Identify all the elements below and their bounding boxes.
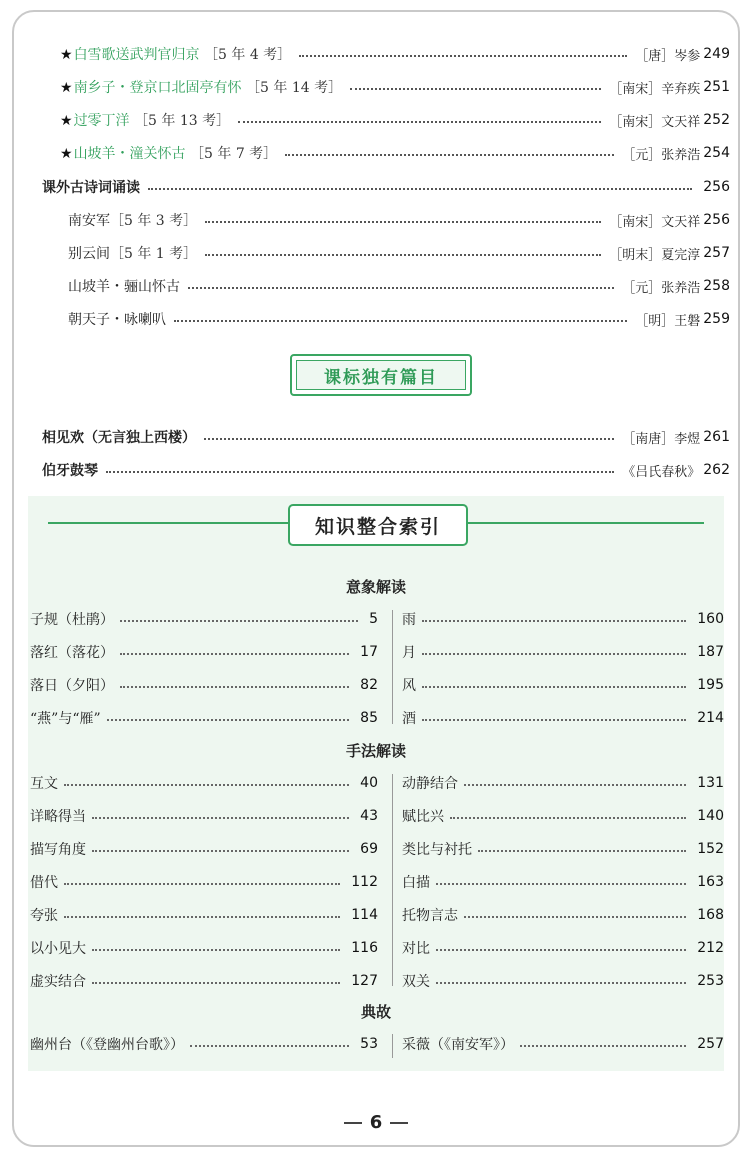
leader-dots	[174, 320, 627, 322]
index-term: 动静结合	[402, 776, 458, 792]
index-page: 140	[697, 808, 724, 824]
leader-dots	[436, 982, 686, 984]
index-page: 53	[360, 1036, 378, 1052]
star-icon: ★	[60, 146, 73, 162]
index-term: “燕”与“雁”	[30, 711, 101, 727]
toc-author: ［南唐］李煜	[622, 431, 701, 447]
leader-dots	[120, 653, 349, 655]
index-page: 82	[360, 677, 378, 693]
toc-title: 别云间［5 年 1 考］	[68, 246, 198, 262]
index-page: 17	[360, 644, 378, 660]
index-page: 163	[697, 874, 724, 890]
leader-dots	[436, 883, 686, 885]
index-term: 以小见大	[30, 941, 86, 957]
index-entry[interactable]	[30, 871, 378, 893]
leader-dots	[92, 850, 349, 852]
index-term: 借代	[30, 875, 58, 891]
index-term: 幽州台（《登幽州台歌》）	[30, 1037, 184, 1053]
divider	[464, 522, 704, 524]
divider	[48, 522, 288, 524]
toc-title: ★南乡子・登京口北固亭有怀 ［5 年 14 考］	[60, 80, 343, 96]
knowledge-banner: 知识整合索引	[288, 504, 468, 546]
toc-row[interactable]	[68, 208, 730, 232]
star-icon: ★	[60, 113, 73, 129]
section-heading-extracurricular[interactable]	[42, 175, 730, 199]
index-entry[interactable]	[30, 608, 378, 630]
index-page: 43	[360, 808, 378, 824]
index-page: 114	[351, 907, 378, 923]
column-separator	[392, 1034, 393, 1058]
page-footer	[14, 1112, 738, 1133]
toc-page: 262	[703, 462, 730, 478]
leader-dots	[436, 949, 686, 951]
leader-dots	[422, 686, 686, 688]
index-term: 描写角度	[30, 842, 86, 858]
index-page: 127	[351, 973, 378, 989]
index-page: 131	[697, 775, 724, 791]
toc-title: ★山坡羊・潼关怀古 ［5 年 7 考］	[60, 146, 278, 162]
leader-dots	[238, 121, 601, 123]
dash-left	[344, 1122, 362, 1124]
index-page: 253	[697, 973, 724, 989]
index-term: 月	[402, 645, 416, 661]
toc-title: 朝天子・咏喇叭	[68, 312, 166, 328]
leader-dots	[350, 88, 601, 90]
index-entry[interactable]	[402, 641, 724, 663]
toc-author: ［明末］夏完淳	[609, 247, 701, 263]
leader-dots	[64, 883, 340, 885]
index-page: 257	[697, 1036, 724, 1052]
index-page: 85	[360, 710, 378, 726]
leader-dots	[520, 1045, 686, 1047]
index-term: 风	[402, 678, 416, 694]
toc-row[interactable]	[68, 307, 730, 331]
index-term: 详略得当	[30, 809, 86, 825]
leader-dots	[205, 254, 601, 256]
leader-dots	[464, 784, 686, 786]
leader-dots	[299, 55, 627, 57]
index-entry[interactable]	[402, 937, 724, 959]
column-separator	[392, 610, 393, 724]
index-page: 214	[697, 710, 724, 726]
page-number: 6	[369, 1112, 383, 1133]
index-entry[interactable]	[402, 674, 724, 696]
toc-row[interactable]	[60, 141, 730, 165]
toc-title: 南安军［5 年 3 考］	[68, 213, 198, 229]
index-entry[interactable]	[402, 904, 724, 926]
index-term: 落日（夕阳）	[30, 678, 114, 694]
index-entry[interactable]	[30, 937, 378, 959]
index-entry[interactable]	[402, 970, 724, 992]
toc-author: 《吕氏春秋》	[622, 464, 701, 480]
leader-dots	[422, 653, 686, 655]
toc-page: 259	[703, 311, 730, 327]
toc-page: 254	[703, 145, 730, 161]
toc-page: 251	[703, 79, 730, 95]
toc-author: ［唐］岑参	[635, 48, 701, 64]
banner-unique-works	[290, 354, 472, 396]
leader-dots	[205, 221, 601, 223]
toc-row[interactable]	[68, 241, 730, 265]
leader-dots	[464, 916, 686, 918]
page	[12, 10, 740, 1147]
leader-dots	[106, 471, 614, 473]
index-page: 5	[369, 611, 378, 627]
index-term: 夸张	[30, 908, 58, 924]
index-entry[interactable]	[30, 805, 378, 827]
leader-dots	[64, 916, 340, 918]
leader-dots	[478, 850, 686, 852]
knowledge-index-panel	[28, 496, 724, 1071]
index-entry[interactable]	[402, 608, 724, 630]
index-entry[interactable]	[30, 970, 378, 992]
index-term: 落红（落花）	[30, 645, 114, 661]
index-page: 160	[697, 611, 724, 627]
leader-dots	[92, 817, 349, 819]
index-term: 子规（杜鹃）	[30, 612, 114, 628]
leader-dots	[422, 620, 686, 622]
section-page: 256	[703, 179, 730, 195]
index-page: 187	[697, 644, 724, 660]
leader-dots	[92, 949, 340, 951]
index-term: 托物言志	[402, 908, 458, 924]
leader-dots	[188, 287, 614, 289]
index-term: 虚实结合	[30, 974, 86, 990]
index-term: 双关	[402, 974, 430, 990]
index-entry[interactable]	[30, 904, 378, 926]
index-entry[interactable]	[30, 1033, 378, 1055]
index-page: 116	[351, 940, 378, 956]
subheading-technique: 手法解读	[345, 742, 406, 760]
toc-title: ★白雪歌送武判官归京 ［5 年 4 考］	[60, 47, 292, 63]
index-entry[interactable]	[402, 772, 724, 794]
index-term: 酒	[402, 711, 416, 727]
leader-dots	[120, 686, 349, 688]
toc-page: 261	[703, 429, 730, 445]
column-separator	[392, 774, 393, 986]
toc-page: 252	[703, 112, 730, 128]
index-entry[interactable]	[30, 707, 378, 729]
index-page: 112	[351, 874, 378, 890]
toc-author: ［南宋］文天祥	[609, 214, 701, 230]
toc-page: 257	[703, 245, 730, 261]
toc-page: 256	[703, 212, 730, 228]
index-term: 互文	[30, 776, 58, 792]
index-entry[interactable]	[30, 772, 378, 794]
leader-dots	[450, 817, 686, 819]
index-entry[interactable]	[402, 707, 724, 729]
index-term: 雨	[402, 612, 416, 628]
index-page: 40	[360, 775, 378, 791]
leader-dots	[204, 438, 614, 440]
index-entry[interactable]	[30, 641, 378, 663]
leader-dots	[422, 719, 686, 721]
toc-author: ［南宋］辛弃疾	[609, 81, 701, 97]
subheading-imagery: 意象解读	[345, 578, 406, 596]
index-page: 69	[360, 841, 378, 857]
index-entry[interactable]	[402, 871, 724, 893]
toc-title: 山坡羊・骊山怀古	[68, 279, 180, 295]
index-term: 赋比兴	[402, 809, 444, 825]
leader-dots	[64, 784, 349, 786]
index-entry[interactable]	[402, 838, 724, 860]
subheading-allusion: 典故	[360, 1003, 391, 1021]
leader-dots	[92, 982, 340, 984]
toc-row[interactable]	[60, 42, 730, 66]
toc-author: ［元］张养浩	[622, 280, 701, 296]
banner-label: 课标独有篇目	[296, 360, 466, 390]
leader-dots	[285, 154, 614, 156]
toc-author: ［明］王磐	[635, 313, 701, 329]
toc-author: ［南宋］文天祥	[609, 114, 701, 130]
leader-dots	[190, 1045, 349, 1047]
toc-title: ★过零丁洋 ［5 年 13 考］	[60, 113, 231, 129]
index-term: 采薇（《南安军》）	[402, 1037, 514, 1053]
toc-title: 相见欢（无言独上西楼）	[42, 430, 196, 446]
index-entry[interactable]	[30, 838, 378, 860]
index-term: 对比	[402, 941, 430, 957]
index-page: 168	[697, 907, 724, 923]
index-page: 152	[697, 841, 724, 857]
toc-page: 249	[703, 46, 730, 62]
index-entry[interactable]	[402, 805, 724, 827]
leader-dots	[107, 719, 350, 721]
index-entry[interactable]	[30, 674, 378, 696]
section-title: 课外古诗词诵读	[42, 180, 140, 196]
toc-row[interactable]	[42, 458, 730, 482]
toc-page: 258	[703, 278, 730, 294]
index-page: 212	[697, 940, 724, 956]
toc-row[interactable]	[42, 425, 730, 449]
leader-dots	[148, 188, 692, 190]
toc-title: 伯牙鼓琴	[42, 463, 98, 479]
star-icon: ★	[60, 47, 73, 63]
toc-row[interactable]	[68, 274, 730, 298]
star-icon: ★	[60, 80, 73, 96]
index-term: 白描	[402, 875, 430, 891]
toc-author: ［元］张养浩	[622, 147, 701, 163]
index-entry[interactable]	[402, 1033, 724, 1055]
toc-row[interactable]	[60, 75, 730, 99]
toc-row[interactable]	[60, 108, 730, 132]
index-page: 195	[697, 677, 724, 693]
dash-right	[390, 1122, 408, 1124]
index-term: 类比与衬托	[402, 842, 472, 858]
leader-dots	[120, 620, 358, 622]
